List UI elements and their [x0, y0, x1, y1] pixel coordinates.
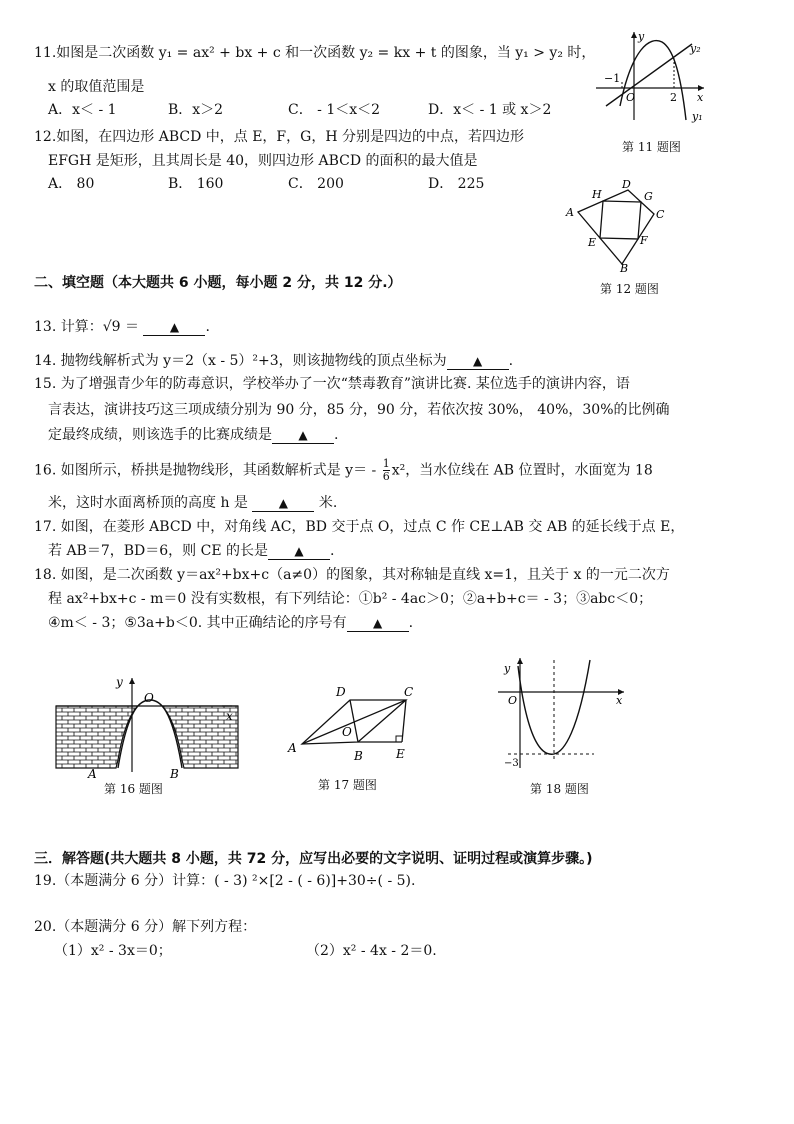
q20-part2: （2）x² - 4x - 2＝0.	[306, 943, 437, 959]
fig12-e-label: E	[588, 236, 597, 249]
fig12-a-label: A	[566, 206, 574, 219]
q20-part1: （1）x² - 3x＝0；	[54, 943, 172, 959]
fig17-a-label: A	[288, 741, 297, 755]
fig11-y1-label: y₁	[692, 110, 703, 123]
fig17-b-label: B	[354, 749, 363, 763]
q15-answer-blank: ▲	[272, 427, 334, 444]
q15-line3: 定最终成绩，则该选手的比赛成绩是 ▲ .	[48, 427, 339, 443]
q17-line1: 17. 如图，在菱形 ABCD 中，对角线 AC，BD 交于点 O，过点 C 作 CE⊥AB 交 AB 的延长线于点 E，	[34, 519, 685, 535]
fig12-c-label: C	[656, 208, 665, 221]
q18-line3: ④m＜ - 3；⑤3a+b＜0. 其中正确结论的序号有 ▲ .	[48, 615, 414, 631]
q15-line1: 15. 为了增强青少年的防毒意识，学校举办了一次“禁毒教育”演讲比赛. 某位选手的演讲内容，语	[34, 376, 630, 392]
fig17-o-label: O	[342, 725, 352, 739]
q11-options	[48, 101, 588, 119]
fig12-b-label: B	[620, 262, 629, 272]
fig16-x-label: x	[226, 709, 233, 723]
figure-18	[494, 652, 634, 770]
fig11-x-label: x	[697, 91, 704, 104]
figure-11	[592, 28, 710, 124]
q17-line2: 若 AB＝7，BD＝6，则 CE 的长是 ▲ .	[48, 543, 335, 559]
q17-answer-blank: ▲	[268, 543, 330, 560]
fig18-caption: 第 18 题图	[530, 782, 589, 796]
q11-stem: 11.如图是二次函数 y₁ = ax² + bx + c 和一次函数 y₂ = kx + t 的图象，当 y₁ > y₂ 时，	[34, 45, 596, 61]
fig11-y2-label: y₂	[690, 42, 701, 55]
fig18-x-label: x	[616, 694, 623, 707]
q16-line1: 16. 如图所示，桥拱是抛物线形，其函数解析式是 y＝ - $\frac{1}{6}$ x²，当水位线在 AB 位置时，水面宽为 18	[34, 457, 653, 483]
fig16-origin-label: O	[144, 691, 154, 705]
fig12-g-label: G	[644, 190, 653, 203]
q11-stem2: x 的取值范围是	[48, 79, 145, 95]
fig17-c-label: C	[404, 685, 414, 699]
q12-option-c: C． 200	[288, 176, 344, 192]
q15-line2: 言表达，演讲技巧这三项成绩分别为 90 分，85 分，90 分，若依次按 30%， 40%，30%的比例确	[48, 402, 670, 418]
fig11-y-label: y	[638, 30, 645, 43]
fig11-origin-label: O	[626, 91, 636, 104]
q12-stem: 12.如图，在四边形 ABCD 中，点 E，F，G，H 分别是四边的中点，若四边形	[34, 129, 524, 145]
fig16-b-label: B	[170, 767, 179, 781]
fig17-e-label: E	[396, 747, 405, 761]
q16-line2: 米，这时水面离桥顶的高度 h 是 ▲ 米.	[48, 495, 338, 511]
figure-17	[284, 684, 424, 770]
fig11-caption: 第 11 题图	[622, 140, 681, 154]
q12-options	[48, 175, 548, 193]
q11-option-a: A．x＜ - 1	[48, 102, 117, 118]
q13-answer-blank: ▲	[143, 319, 205, 336]
q13: 13. 计算：√9 ＝ ▲ .	[34, 319, 210, 335]
fig12-f-label: F	[640, 234, 648, 247]
q11-option-d: D．x＜ - 1 或 x＞2	[428, 102, 552, 118]
fig12-d-label: D	[622, 178, 631, 191]
fig16-caption: 第 16 题图	[104, 782, 163, 796]
q12-option-a: A． 80	[48, 176, 95, 192]
q12-stem2: EFGH 是矩形，且其周长是 40，则四边形 ABCD 的面积的最大值是	[48, 153, 478, 169]
fig17-d-label: D	[336, 685, 346, 699]
q19: 19.（本题满分 6 分）计算：( - 3) ²×[2 - ( - 6)]+30÷( - 5).	[34, 873, 416, 889]
fig18-y-label: y	[504, 662, 511, 675]
fig18-minus-three-label: −3	[504, 758, 519, 769]
figure-12	[562, 176, 672, 272]
section-3-heading: 三．解答题(共大题共 8 小题，共 72 分，应写出必要的文字说明、证明过程或演算步骤。)	[34, 851, 593, 867]
fig12-h-label: H	[592, 188, 602, 201]
q14-answer-blank: ▲	[447, 353, 509, 370]
q11-option-b: B．x＞2	[168, 102, 224, 118]
q11-option-c: C． - 1＜x＜2	[288, 102, 381, 118]
fig16-a-label: A	[88, 767, 97, 781]
fig11-two-label: 2	[670, 91, 677, 104]
q16-fraction: $\frac{1}{6}$	[382, 457, 390, 483]
q12-option-d: D． 225	[428, 176, 485, 192]
q20-heading: 20.（本题满分 6 分）解下列方程：	[34, 919, 257, 935]
q18-answer-blank: ▲	[347, 615, 409, 632]
section-2-heading: 二、填空题（本大题共 6 小题，每小题 2 分，共 12 分.）	[34, 275, 402, 291]
fig16-y-label: y	[116, 675, 123, 689]
fig11-minus-one-label: −1	[604, 72, 621, 85]
figure-16	[52, 672, 252, 782]
fig18-origin-label: O	[508, 694, 518, 707]
q18-line1: 18. 如图，是二次函数 y＝ax²+bx+c（a≠0）的图象，其对称轴是直线 x=1，且关于 x 的一元二次方	[34, 567, 670, 583]
q12-option-b: B． 160	[168, 176, 224, 192]
q18-line2: 程 ax²+bx+c - m＝0 没有实数根，有下列结论：①b² - 4ac＞0；②a+b+c＝ - 3；③abc＜0；	[48, 591, 653, 607]
q14: 14. 抛物线解析式为 y＝2（x - 5）²+3，则该抛物线的顶点坐标为 ▲ .	[34, 353, 514, 369]
fig12-caption: 第 12 题图	[600, 282, 659, 296]
q16-answer-blank: ▲	[252, 495, 314, 512]
fig17-caption: 第 17 题图	[318, 778, 377, 792]
